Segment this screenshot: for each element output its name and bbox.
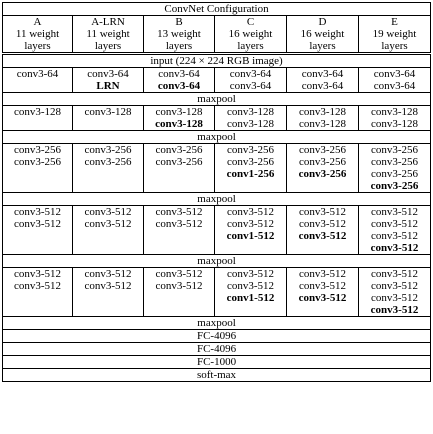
layer-cell (359, 268, 431, 317)
layer-cell (287, 68, 359, 93)
maxpool-row: maxpool (3, 193, 431, 206)
layer-label: conv3-64 (373, 68, 416, 80)
layer-label: conv3-256 (13, 156, 62, 168)
input-row: input (224 × 224 RGB image) (3, 54, 431, 68)
layer-cell (144, 68, 215, 93)
layer-label: conv3-64 (16, 68, 59, 80)
layer-cell (73, 106, 144, 131)
layer-cell (144, 144, 215, 193)
maxpool-row: maxpool (3, 93, 431, 106)
layer-label: conv3-128 (155, 118, 203, 130)
layer-label: conv3-512 (370, 292, 419, 304)
layer-label: conv3-128 (298, 106, 347, 118)
layer-label: conv3-512 (298, 280, 347, 292)
layer-label: conv3-512 (298, 206, 347, 218)
layer-label: conv3-512 (84, 206, 132, 218)
layer-label: conv3-128 (13, 106, 62, 118)
layer-label: conv3-256 (84, 144, 132, 156)
layer-label: conv3-512 (13, 280, 62, 292)
layer-cell (3, 268, 73, 317)
layer-label: conv3-128 (370, 106, 419, 118)
layer-label: conv3-512 (155, 218, 203, 230)
layer-label: conv3-64 (158, 68, 200, 80)
layer-cell (3, 68, 73, 93)
layer-label: conv3-512 (226, 280, 275, 292)
column-depth: 19 weight layers (359, 28, 431, 54)
column-header: A (3, 16, 73, 29)
layer-cell (144, 268, 215, 317)
fc-row: FC-1000 (3, 356, 431, 369)
column-header: E (359, 16, 431, 29)
layer-label: conv3-512 (84, 280, 132, 292)
softmax-row: soft-max (3, 369, 431, 382)
layer-label: conv3-256 (298, 168, 347, 180)
layer-cell (215, 144, 287, 193)
layer-block-row (3, 106, 431, 131)
layer-label: conv3-128 (370, 118, 419, 130)
layer-cell (359, 144, 431, 193)
fc-row: FC-4096 (3, 343, 431, 356)
maxpool-row: maxpool (3, 255, 431, 268)
layer-label: conv3-512 (370, 218, 419, 230)
layer-cell (3, 106, 73, 131)
layer-label: conv3-64 (229, 68, 272, 80)
column-depth: 11 weight layers (73, 28, 144, 54)
layer-label: conv3-512 (226, 206, 275, 218)
layer-block-row (3, 268, 431, 317)
layer-label: conv3-256 (155, 144, 203, 156)
layer-label: LRN (96, 80, 120, 92)
layer-label: conv1-256 (226, 168, 275, 180)
layer-label: conv3-128 (84, 106, 132, 118)
layer-label: conv3-256 (226, 144, 275, 156)
layer-label: conv3-64 (301, 80, 344, 92)
layer-label: conv3-512 (155, 280, 203, 292)
layer-label: conv3-64 (301, 68, 344, 80)
layer-label: conv3-512 (298, 268, 347, 280)
layer-cell (144, 106, 215, 131)
layer-label: conv3-256 (370, 168, 419, 180)
layer-label: conv3-512 (370, 304, 419, 316)
layer-cell (3, 144, 73, 193)
layer-label: conv3-256 (370, 156, 419, 168)
layer-cell (215, 268, 287, 317)
layer-label: conv3-512 (84, 218, 132, 230)
layer-label: conv3-512 (155, 268, 203, 280)
layer-label: conv3-512 (84, 268, 132, 280)
layer-cell (215, 68, 287, 93)
layer-label: conv3-512 (226, 268, 275, 280)
layer-cell (287, 106, 359, 131)
maxpool-row: maxpool (3, 131, 431, 144)
table-title: ConvNet Configuration (3, 3, 431, 16)
layer-cell (215, 206, 287, 255)
layer-cell (73, 268, 144, 317)
layer-block-row (3, 206, 431, 255)
layer-block-row (3, 68, 431, 93)
layer-cell (359, 206, 431, 255)
layer-cell (359, 68, 431, 93)
fc-row: FC-4096 (3, 330, 431, 343)
layer-cell (73, 68, 144, 93)
column-depth: 13 weight layers (144, 28, 215, 54)
maxpool-row: maxpool (3, 317, 431, 330)
layer-label: conv3-256 (370, 180, 419, 192)
column-header: A-LRN (73, 16, 144, 29)
convnet-config-table (2, 2, 431, 382)
layer-label: conv3-512 (370, 268, 419, 280)
layer-label: conv3-512 (155, 206, 203, 218)
layer-cell (73, 144, 144, 193)
layer-label: conv3-256 (155, 156, 203, 168)
layer-label: conv3-256 (370, 144, 419, 156)
layer-cell (144, 206, 215, 255)
layer-cell (359, 106, 431, 131)
column-header: B (144, 16, 215, 29)
layer-cell (287, 268, 359, 317)
layer-label: conv3-256 (13, 144, 62, 156)
layer-cell (3, 206, 73, 255)
layer-label: conv3-256 (84, 156, 132, 168)
layer-label: conv3-512 (13, 268, 62, 280)
layer-block-row (3, 144, 431, 193)
column-depth: 11 weight layers (3, 28, 73, 54)
layer-label: conv3-512 (370, 230, 419, 242)
layer-label: conv3-256 (298, 144, 347, 156)
layer-label: conv1-512 (226, 230, 275, 242)
column-depth: 16 weight layers (287, 28, 359, 54)
layer-label: conv3-128 (226, 106, 275, 118)
layer-label: conv3-256 (226, 156, 275, 168)
column-header: C (215, 16, 287, 29)
layer-label: conv3-64 (229, 80, 272, 92)
layer-label: conv3-128 (155, 106, 203, 118)
layer-cell (73, 206, 144, 255)
layer-label: conv1-512 (226, 292, 275, 304)
layer-cell (287, 206, 359, 255)
layer-label: conv3-128 (298, 118, 347, 130)
layer-label: conv3-64 (373, 80, 416, 92)
column-depth: 16 weight layers (215, 28, 287, 54)
layer-label: conv3-512 (370, 242, 419, 254)
column-header: D (287, 16, 359, 29)
layer-label: conv3-512 (13, 206, 62, 218)
layer-label: conv3-128 (226, 118, 275, 130)
layer-label: conv3-64 (87, 68, 129, 80)
layer-cell (287, 144, 359, 193)
layer-label: conv3-512 (298, 230, 347, 242)
layer-label: conv3-512 (226, 218, 275, 230)
layer-label: conv3-512 (13, 218, 62, 230)
layer-label: conv3-512 (298, 218, 347, 230)
layer-label: conv3-512 (298, 292, 347, 304)
layer-label: conv3-256 (298, 156, 347, 168)
layer-label: conv3-512 (370, 206, 419, 218)
layer-label: conv3-64 (157, 80, 201, 92)
layer-label: conv3-512 (370, 280, 419, 292)
layer-cell (215, 106, 287, 131)
